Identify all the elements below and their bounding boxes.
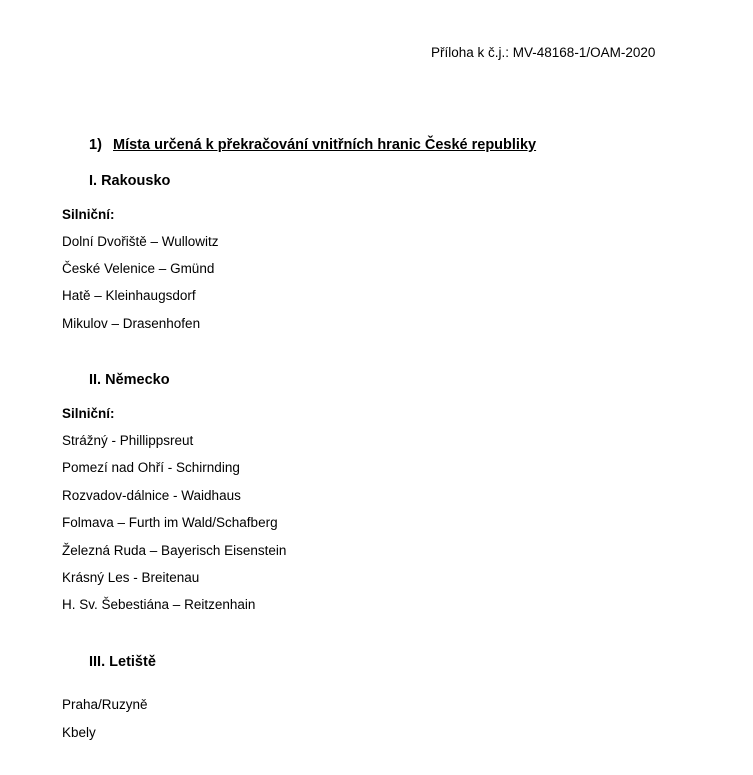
list-item: České Velenice – Gmünd xyxy=(62,261,215,276)
list-item: Mikulov – Drasenhofen xyxy=(62,316,201,331)
list-item: Strážný - Phillippsreut xyxy=(62,433,194,448)
section-title-nemecko: II. Německo xyxy=(89,372,170,388)
list-item: Dolní Dvořiště – Wullowitz xyxy=(62,234,219,249)
list-item: Pomezí nad Ohří - Schirnding xyxy=(62,460,240,475)
list-item: Krásný Les - Breitenau xyxy=(62,570,200,585)
heading-title: Místa určená k překračování vnitřních hranic České republiky xyxy=(113,137,537,153)
document-reference: Příloha k č.j.: MV-48168-1/OAM-2020 xyxy=(431,45,656,60)
heading-number: 1) xyxy=(89,137,102,153)
section-title-rakousko: I. Rakousko xyxy=(89,173,171,189)
list-item: H. Sv. Šebestiána – Reitzenhain xyxy=(62,597,256,612)
list-item: Kbely xyxy=(62,725,96,740)
list-item: Železná Ruda – Bayerisch Eisenstein xyxy=(62,543,287,558)
section-subheading: Silniční: xyxy=(62,207,115,222)
section-subheading: Silniční: xyxy=(62,406,115,421)
section-title-letiste: III. Letiště xyxy=(89,654,156,670)
list-item: Hatě – Kleinhaugsdorf xyxy=(62,288,196,303)
list-item: Rozvadov-dálnice - Waidhaus xyxy=(62,488,241,503)
list-item: Folmava – Furth im Wald/Schafberg xyxy=(62,515,278,530)
list-item: Praha/Ruzyně xyxy=(62,697,148,712)
